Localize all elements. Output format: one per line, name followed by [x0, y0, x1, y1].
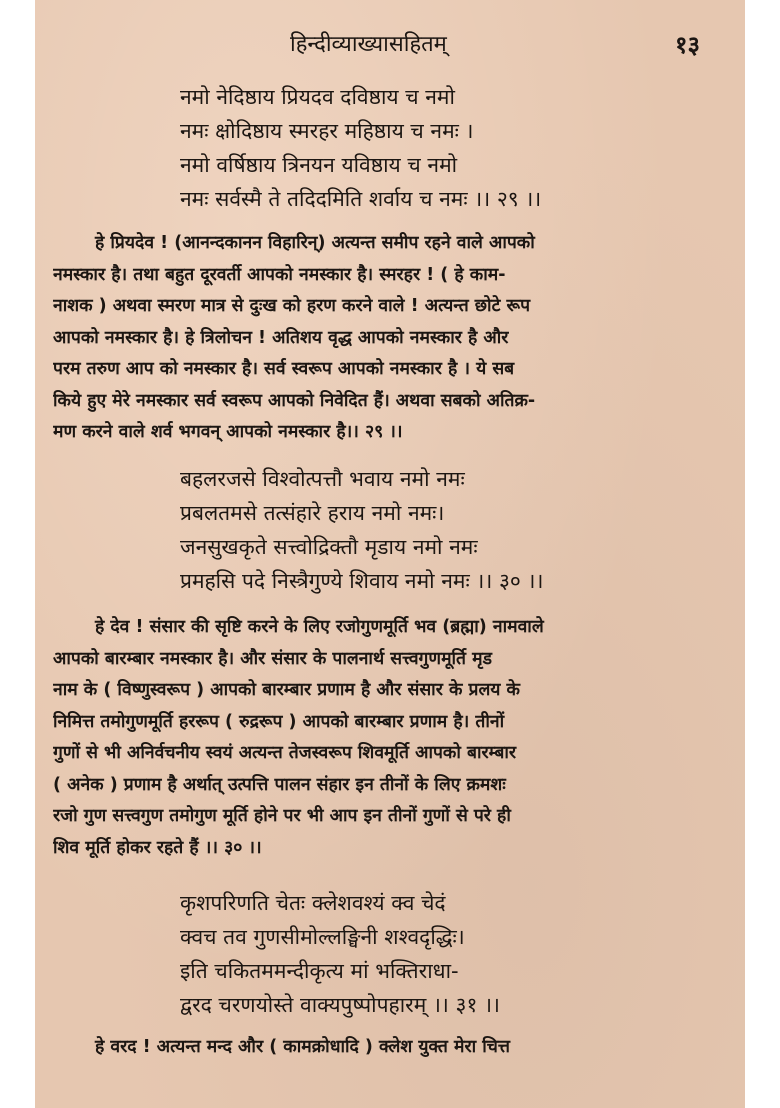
prose-line: रजो गुण सत्त्वगुण तमोगुण मूर्ति होने पर भी आप इन तीनों गुणों से परे ही: [53, 806, 511, 826]
prose-line: नाम के ( विष्णुस्वरूप ) आपको बारम्बार प्रणाम है और संसार के प्रलय के: [53, 680, 520, 700]
prose-line: मण करने वाले शर्व भगवन् आपको नमस्कार है।। २९ ।।: [53, 422, 403, 442]
verse-30: [180, 462, 543, 598]
book-page: [35, 0, 745, 1108]
verse-line: द्वरद चरणयोस्ते वाक्यपुष्पोपहारम् ।। ३१ ।।: [180, 993, 500, 1017]
verse-line: प्रबलतमसे तत्संहारे हराय नमो नमः।: [180, 501, 445, 525]
verse-line: इति चकितममन्दीकृत्य मां भक्तिराधा-: [180, 959, 459, 983]
prose-line: आपको बारम्बार नमस्कार है। और संसार के पालनार्थ सत्त्वगुणमूर्ति मृड: [53, 648, 492, 669]
verse-31: [180, 886, 500, 1022]
prose-line: हे प्रियदेव ! (आनन्दकानन विहारिन्) अत्यन्त समीप रहने वाले आपको: [95, 233, 535, 253]
prose-line: ( अनेक ) प्रणाम है अर्थात् उत्पत्ति पालन संहार इन तीनों के लिए क्रमशः: [53, 774, 506, 795]
verse-line: नमः क्षोदिष्ठाय स्मरहर महिष्ठाय च नमः ।: [180, 119, 474, 143]
commentary-30: [53, 612, 733, 864]
prose-line: किये हुए मेरे नमस्कार सर्व स्वरूप आपको निवेदित हैं। अथवा सबको अतिक्र-: [53, 390, 536, 411]
prose-line: गुणों से भी अनिर्वचनीय स्वयं अत्यन्त तेजस्वरूप शिवमूर्ति आपको बारम्बार: [53, 743, 517, 763]
verse-line: जनसुखकृते सत्त्वोद्रिक्तौ मृडाय नमो नमः: [180, 535, 478, 559]
prose-line: हे देव ! संसार की सृष्टि करने के लिए रजोगुणमूर्ति भव (ब्रह्मा) नामवाले: [95, 617, 544, 637]
prose-line: आपको नमस्कार है। हे त्रिलोचन ! अतिशय वृद्ध आपको नमस्कार है और: [53, 327, 509, 348]
commentary-31: [53, 1032, 733, 1064]
prose-line: निमित्त तमोगुणमूर्ति हररूप ( रुद्ररूप ) आपको बारम्बार प्रणाम है। तीनों: [53, 711, 505, 732]
prose-line: हे वरद ! अत्यन्त मन्द और ( कामक्रोधादि ) क्लेश युक्त मेरा चित्त: [95, 1037, 510, 1057]
prose-line: नाशक ) अथवा स्मरण मात्र से दुःख को हरण करने वाले ! अत्यन्त छोटे रूप: [53, 296, 531, 316]
prose-line: नमस्कार है। तथा बहुत दूरवर्ती आपको नमस्कार है। स्मरहर ! ( हे काम-: [53, 264, 506, 285]
verse-line: बहलरजसे विश्वोत्पत्तौ भवाय नमो नमः: [180, 467, 465, 491]
verse-line: नमो नेदिष्ठाय प्रियदव दविष्ठाय च नमो: [180, 85, 455, 109]
running-title: हिन्दीव्याख्यासहितम्: [290, 32, 447, 57]
prose-line: शिव मूर्ति होकर रहते हैं ।। ३० ।।: [53, 837, 262, 858]
commentary-29: [53, 228, 733, 449]
page-number: १३: [675, 31, 700, 59]
verse-line: कृशपरिणति चेतः क्लेशवश्यं क्व चेदं: [180, 891, 446, 915]
verse-29: [180, 80, 541, 216]
page-header: [35, 26, 745, 62]
verse-line: क्वच तव गुणसीमोल्लङ्घिनी शश्वदृद्धिः।: [180, 925, 465, 949]
verse-line: प्रमहसि पदे निस्त्रैगुण्ये शिवाय नमो नमः ।। ३० ।।: [180, 569, 544, 593]
prose-line: परम तरुण आप को नमस्कार है। सर्व स्वरूप आपको नमस्कार है । ये सब: [53, 359, 515, 379]
verse-line: नमो वर्षिष्ठाय त्रिनयन यविष्ठाय च नमो: [180, 153, 458, 177]
verse-line: नमः सर्वस्मै ते तदिदमिति शर्वाय च नमः ।। २९ ।।: [180, 187, 542, 211]
